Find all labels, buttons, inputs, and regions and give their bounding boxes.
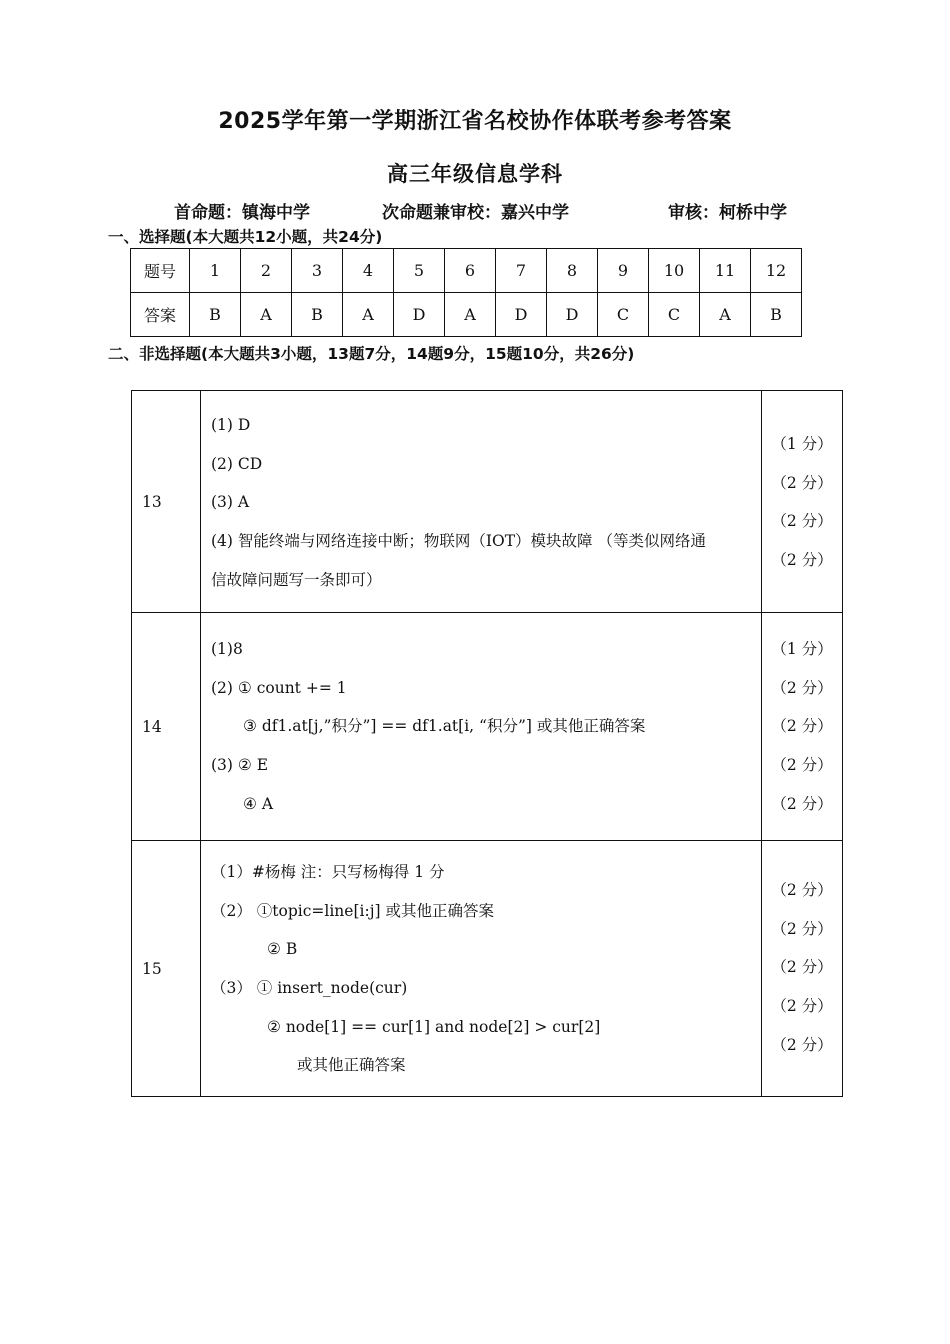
score-value: （2 分） <box>771 997 833 1016</box>
answer-cell: D <box>394 293 445 337</box>
answer-cell: C <box>598 293 649 337</box>
answer-cell: D <box>496 293 547 337</box>
second-author: 次命题兼审校：嘉兴中学 <box>382 203 569 223</box>
section2-heading: 二、非选择题(本大题共3小题，13题7分，14题9分，15题10分，共26分) <box>108 345 635 363</box>
answer-content <box>201 841 762 1097</box>
score-value: （2 分） <box>771 756 833 775</box>
score-value: （2 分） <box>771 794 833 813</box>
question-row-13 <box>132 391 843 613</box>
answer-line: 信故障问题写一条即可） <box>211 570 382 589</box>
answer-line: (4) 智能终端与网络连接中断；物联网（IOT）模块故障 （等类似网络通 <box>211 532 706 551</box>
score-value: （1 分） <box>771 640 833 658</box>
answer-cell: A <box>241 293 292 337</box>
question-number: 3 <box>292 249 343 293</box>
answer-line: (2) CD <box>211 454 263 473</box>
question-number: 11 <box>700 249 751 293</box>
answer-line: （3） ① insert_node(cur) <box>211 979 408 998</box>
answer-cell: B <box>751 293 802 337</box>
question-number: 12 <box>751 249 802 293</box>
answer-line: （2） ①topic=line[i:j] 或其他正确答案 <box>211 901 494 920</box>
question-number: 10 <box>649 249 700 293</box>
reviewer: 审核：柯桥中学 <box>668 203 787 223</box>
question-row-15 <box>132 841 843 1097</box>
score-column <box>762 841 843 1097</box>
answer-cell: A <box>700 293 751 337</box>
answer-cell: C <box>649 293 700 337</box>
answer-cell: A <box>343 293 394 337</box>
score-value: （2 分） <box>771 473 833 492</box>
answer-line: ④ A <box>243 794 274 813</box>
score-value: （2 分） <box>771 717 833 736</box>
question-number: 6 <box>445 249 496 293</box>
score-value: （2 分） <box>771 958 833 977</box>
answer-line: ② node[1] == cur[1] and node[2] > cur[2] <box>267 1017 601 1036</box>
question-number: 14 <box>132 613 201 841</box>
question-number: 1 <box>190 249 241 293</box>
question-number: 2 <box>241 249 292 293</box>
answer-line: （1）#杨梅 注：只写杨梅得 1 分 <box>211 863 445 881</box>
document-title: 2025学年第一学期浙江省名校协作体联考参考答案 <box>218 109 732 134</box>
score-value: （2 分） <box>771 512 833 531</box>
answer-cell: B <box>190 293 241 337</box>
answer-line: (1)8 <box>211 640 243 658</box>
answer-cell: B <box>292 293 343 337</box>
score-column <box>762 391 843 613</box>
answer-content <box>201 391 762 613</box>
score-value: （2 分） <box>771 551 833 570</box>
score-value: （2 分） <box>771 678 833 697</box>
answer-line: ② B <box>267 940 298 959</box>
row-label-answer: 答案 <box>131 293 190 337</box>
answer-line: (2) ① count += 1 <box>211 678 347 697</box>
question-number: 4 <box>343 249 394 293</box>
question-number: 7 <box>496 249 547 293</box>
question-number: 9 <box>598 249 649 293</box>
score-value: （2 分） <box>771 881 833 899</box>
first-author: 首命题：镇海中学 <box>174 203 310 223</box>
multiple-choice-table <box>130 248 802 337</box>
score-value: （2 分） <box>771 919 833 938</box>
score-column <box>762 613 843 841</box>
answer-line: 或其他正确答案 <box>297 1056 406 1075</box>
answer-row <box>131 293 802 337</box>
question-number: 13 <box>132 391 201 613</box>
answer-cell: A <box>445 293 496 337</box>
question-number-row <box>131 249 802 293</box>
answer-line: (3) ② E <box>211 756 269 775</box>
answer-cell: D <box>547 293 598 337</box>
section1-heading: 一、选择题(本大题共12小题，共24分) <box>108 228 383 246</box>
answer-line: (3) A <box>211 493 250 512</box>
question-row-14 <box>132 613 843 841</box>
score-value: （2 分） <box>771 1035 833 1054</box>
question-number: 5 <box>394 249 445 293</box>
question-number: 15 <box>132 841 201 1097</box>
answer-line: (1) D <box>211 416 251 434</box>
score-value: （1 分） <box>771 435 833 453</box>
document-subtitle: 高三年级信息学科 <box>387 162 563 186</box>
free-response-table <box>131 390 843 1097</box>
row-label-question: 题号 <box>131 249 190 293</box>
answer-content <box>201 613 762 841</box>
question-number: 8 <box>547 249 598 293</box>
answer-line: ③ df1.at[j,”积分”] == df1.at[i, “积分”] 或其他正确答案 <box>243 717 646 736</box>
